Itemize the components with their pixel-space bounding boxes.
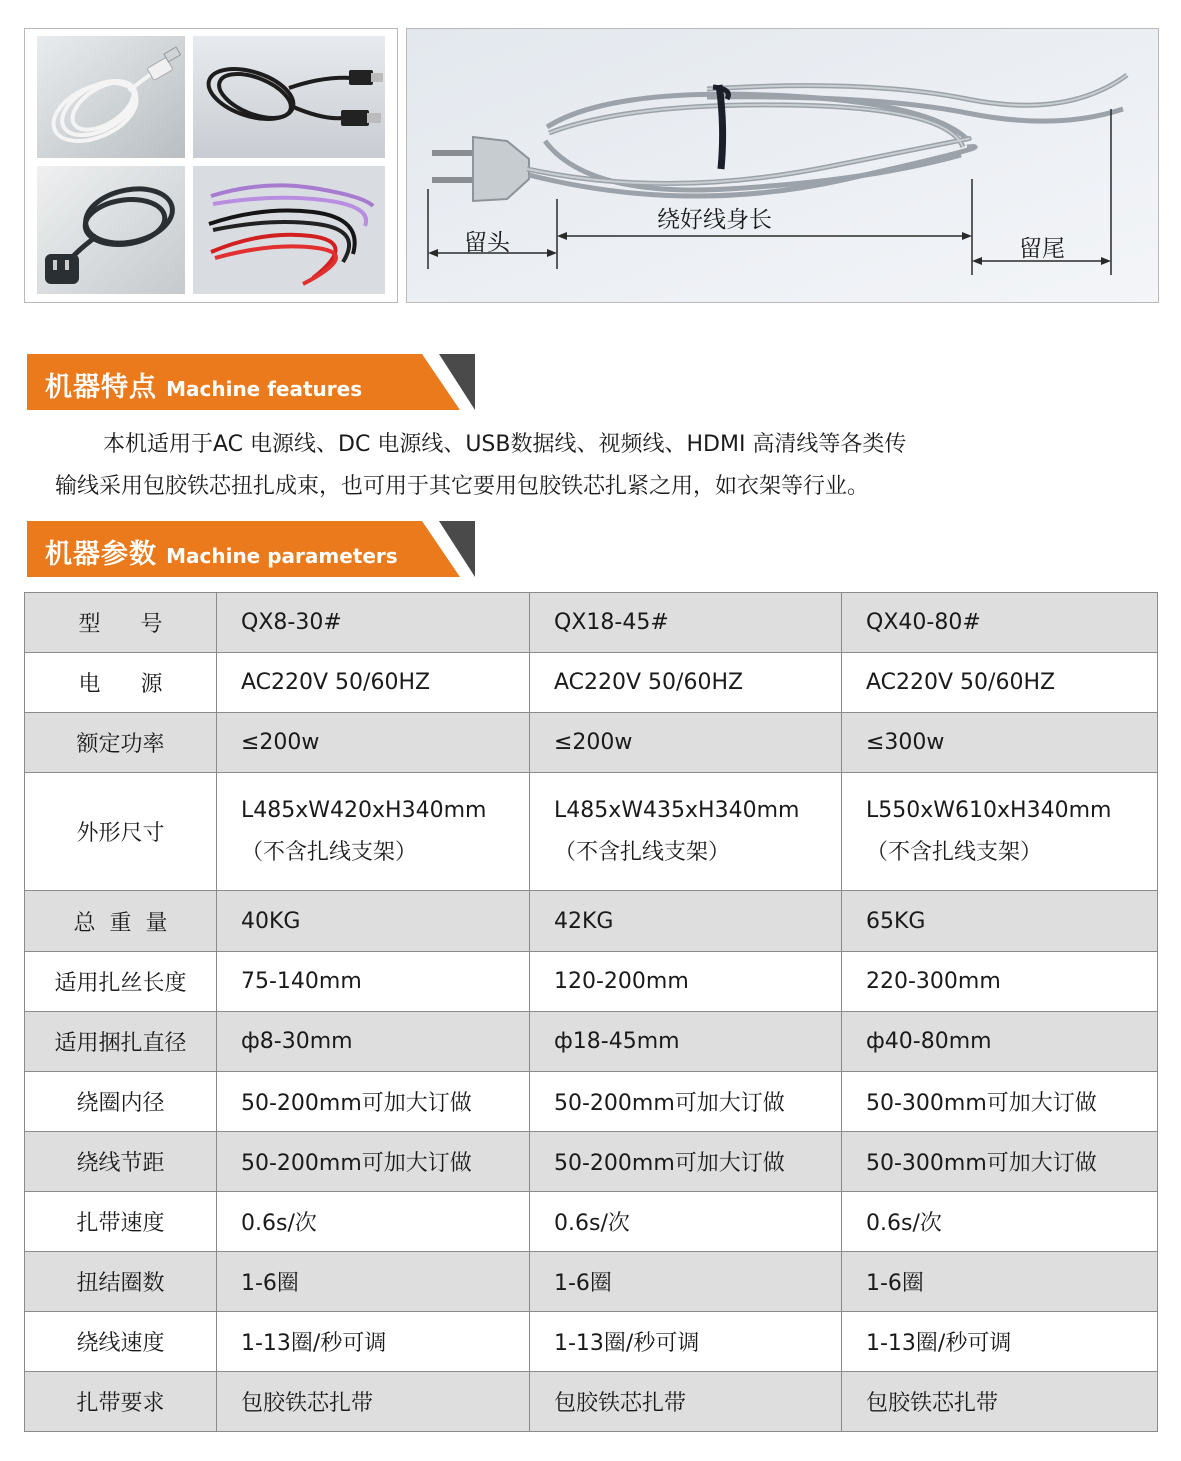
table-cell: 1-13圈/秒可调: [217, 1312, 530, 1372]
row-label: 绕圈内径: [25, 1072, 217, 1132]
table-cell: 50-200mm可加大订做: [217, 1072, 530, 1132]
params-table: [24, 592, 1158, 1432]
table-row: [25, 773, 1158, 891]
usb-cable-black-image: [193, 36, 385, 158]
table-cell: QX8-30#: [217, 593, 530, 653]
table-cell: 1-6圈: [217, 1252, 530, 1312]
table-cell: ф8-30mm: [217, 1012, 530, 1072]
table-cell: ≤200w: [217, 713, 530, 773]
table-cell: ф18-45mm: [530, 1012, 842, 1072]
table-cell: 50-200mm可加大订做: [530, 1132, 842, 1192]
features-title-en: Machine features: [166, 377, 363, 401]
table-cell: 65KG: [842, 891, 1158, 952]
table-cell: 42KG: [530, 891, 842, 952]
table-cell: 40KG: [217, 891, 530, 952]
table-cell: 0.6s/次: [530, 1192, 842, 1252]
table-cell: QX40-80#: [842, 593, 1158, 653]
table-cell: 1-13圈/秒可调: [530, 1312, 842, 1372]
table-cell: ≤300w: [842, 713, 1158, 773]
table-cell: 1-13圈/秒可调: [842, 1312, 1158, 1372]
row-label: 绕线速度: [25, 1312, 217, 1372]
power-cord-black-image: [37, 166, 185, 294]
dimension-value: L485xW435xH340mm: [554, 797, 800, 823]
table-cell: 50-200mm可加大订做: [530, 1072, 842, 1132]
params-banner: [27, 521, 482, 577]
annotation-body: 绕好线身长: [657, 207, 772, 233]
table-cell: AC220V 50/60HZ: [842, 653, 1158, 713]
table-cell: 75-140mm: [217, 952, 530, 1012]
table-cell: 220-300mm: [842, 952, 1158, 1012]
row-label: 适用扎丝长度: [25, 952, 217, 1012]
table-cell: 包胶铁芯扎带: [217, 1372, 530, 1432]
row-label: 外形尺寸: [25, 773, 217, 891]
table-row: [25, 593, 1158, 653]
row-label: 电源: [25, 653, 217, 713]
table-row: [25, 713, 1158, 773]
features-banner: [27, 354, 482, 410]
dimension-note: （不含扎线支架）: [866, 839, 1043, 865]
features-line-2: 输线采用包胶铁芯扭扎成束，也可用于其它要用包胶铁芯扎紧之用，如衣架等行业。: [55, 474, 870, 499]
table-row: [25, 952, 1158, 1012]
table-row: [25, 653, 1158, 713]
row-label: 扎带要求: [25, 1372, 217, 1432]
table-cell: 包胶铁芯扎带: [842, 1372, 1158, 1432]
table-cell: ф40-80mm: [842, 1012, 1158, 1072]
usb-cable-gray-image: [37, 36, 185, 158]
table-row: [25, 1312, 1158, 1372]
table-cell: [217, 773, 530, 891]
row-label: 扭结圈数: [25, 1252, 217, 1312]
table-cell: [842, 773, 1158, 891]
row-label: 适用捆扎直径: [25, 1012, 217, 1072]
power-cord-photo: [406, 28, 1159, 303]
row-label: 型号: [25, 593, 217, 653]
table-row: [25, 1192, 1158, 1252]
table-cell: 120-200mm: [530, 952, 842, 1012]
row-label: 额定功率: [25, 713, 217, 773]
features-line-1: 本机适用于AC 电源线、DC 电源线、USB数据线、视频线、HDMI 高清线等各类传: [103, 432, 907, 457]
table-cell: AC220V 50/60HZ: [530, 653, 842, 713]
dimension-value: L550xW610xH340mm: [866, 797, 1112, 823]
annotation-head: 留头: [464, 230, 510, 256]
params-title-en: Machine parameters: [166, 544, 398, 568]
table-row: [25, 1072, 1158, 1132]
params-title-cn: 机器参数: [45, 539, 157, 570]
dimension-note: （不含扎线支架）: [554, 839, 731, 865]
table-row: [25, 1252, 1158, 1312]
row-label: 绕线节距: [25, 1132, 217, 1192]
table-cell: [530, 773, 842, 891]
table-cell: 0.6s/次: [217, 1192, 530, 1252]
table-cell: ≤200w: [530, 713, 842, 773]
table-cell: 50-300mm可加大订做: [842, 1072, 1158, 1132]
colored-wires-image: [193, 166, 385, 294]
dimension-note: （不含扎线支架）: [241, 839, 418, 865]
table-row: [25, 1132, 1158, 1192]
table-cell: AC220V 50/60HZ: [217, 653, 530, 713]
table-row: [25, 891, 1158, 952]
table-row: [25, 1012, 1158, 1072]
table-cell: 1-6圈: [530, 1252, 842, 1312]
table-row: [25, 1372, 1158, 1432]
dimension-value: L485xW420xH340mm: [241, 797, 487, 823]
row-label: 总重量: [25, 891, 217, 952]
table-cell: 1-6圈: [842, 1252, 1158, 1312]
table-cell: 包胶铁芯扎带: [530, 1372, 842, 1432]
annotation-tail: 留尾: [1019, 236, 1065, 262]
table-cell: QX18-45#: [530, 593, 842, 653]
table-cell: 50-300mm可加大订做: [842, 1132, 1158, 1192]
row-label: 扎带速度: [25, 1192, 217, 1252]
features-title-cn: 机器特点: [45, 372, 157, 403]
table-cell: 0.6s/次: [842, 1192, 1158, 1252]
features-description: [55, 424, 1065, 508]
table-cell: 50-200mm可加大订做: [217, 1132, 530, 1192]
product-thumbnails: [24, 28, 398, 303]
